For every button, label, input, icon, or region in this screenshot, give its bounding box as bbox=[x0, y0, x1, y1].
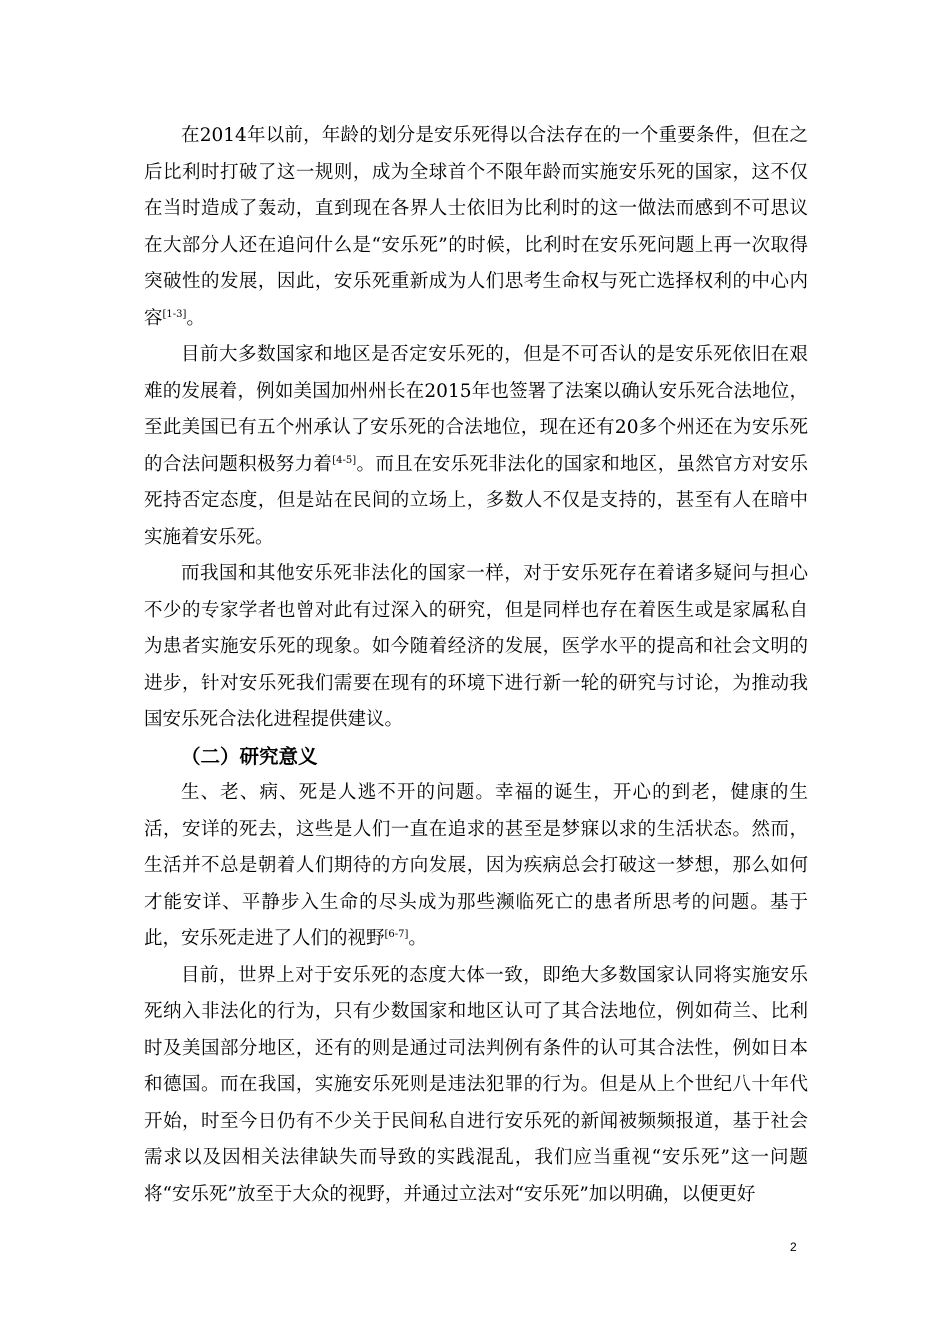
citation-ref: [6-7] bbox=[384, 928, 409, 940]
citation-ref: [1-3] bbox=[162, 308, 187, 320]
body-text bbox=[144, 118, 808, 1213]
section-heading: （二）研究意义 bbox=[181, 744, 318, 768]
paragraph-world-attitude bbox=[144, 958, 808, 1214]
paragraph-text: 在2014年以前，年龄的划分是安乐死得以合法存在的一个重要条件，但在之后比利时打破了这一规则，成为全球首个不限年龄而实施安乐死的国家，这不仅在当时造成了轰动，直到现在各界人士依旧为比利时的这一做法而感到不可思议在大部分人还在追问什么是“安乐死”的时候，比利时在安乐死问题上再一次取得突破性的发展，因此，安乐死重新成为人们思考生命权与死亡选择权利的中心内容 bbox=[144, 125, 808, 329]
page-number: 2 bbox=[790, 1240, 797, 1254]
paragraph-text: 生、老、病、死是人逃不开的问题。幸福的诞生，开心的到老，健康的生活，安详的死去，这些是人们一直在追求的甚至是梦寐以求的生活状态。然而，生活并不总是朝着人们期待的方向发展，因为疾病总会打破这一梦想，那么如何才能安详、平静步入生命的尽头成为那些濒临死亡的患者所思考的问题。基于此，安乐死走进了人们的视野 bbox=[144, 782, 808, 949]
paragraph-tail: 。 bbox=[186, 307, 205, 329]
paragraph-us-states bbox=[144, 337, 808, 556]
paragraph-text: 目前大多数国家和地区是否定安乐死的，但是不可否认的是安乐死依旧在艰难的发展着，例如美国加州州长在2015年也签署了法案以确认安乐死合法地位，至此美国已有五个州承认了安乐死的合法地位，现在还有20多个州还在为安乐死的合法问题积极努力着 bbox=[144, 344, 808, 475]
paragraph-tail: 。 bbox=[408, 928, 427, 949]
paragraph-text: 而我国和其他安乐死非法化的国家一样，对于安乐死存在着诸多疑问与担心不少的专家学者也曾对此有过深入的研究，但是同样也存在着医生或是家属私自为患者实施安乐死的现象。如今随着经济的发展，医学水平的提高和社会文明的进步，针对安乐死我们需要在现有的环境下进行新一轮的研究与讨论，为推动我国安乐死合法化进程提供建议。 bbox=[144, 563, 808, 730]
paragraph-tail: 。而且在安乐死非法化的国家和地区，虽然官方对安乐死持否定态度，但是站在民间的立场上，多数人不仅是支持的，甚至有人在暗中实施着安乐死。 bbox=[144, 453, 808, 548]
paragraph-china bbox=[144, 556, 808, 739]
paragraph-belgium bbox=[144, 118, 808, 337]
paragraph-text: 目前，世界上对于安乐死的态度大体一致，即绝大多数国家认同将实施安乐死纳入非法化的行为，只有少数国家和地区认可了其合法地位，例如荷兰、比利时及美国部分地区，还有的则是通过司法判例有条件的认可其合法性，例如日本和德国。而在我国，实施安乐死则是违法犯罪的行为。但是从上个世纪八十年代开始，时至今日仍有不少关于民间私自进行安乐死的新闻被频频报道，基于社会需求以及因相关法律缺失而导致的实践混乱，我们应当重视“安乐死”这一问题将“安乐死”放至于大众的视野，并通过立法对“安乐死”加以明确，以便更好 bbox=[144, 964, 808, 1205]
citation-ref: [4-5] bbox=[332, 454, 357, 466]
paragraph-life-death bbox=[144, 775, 808, 958]
